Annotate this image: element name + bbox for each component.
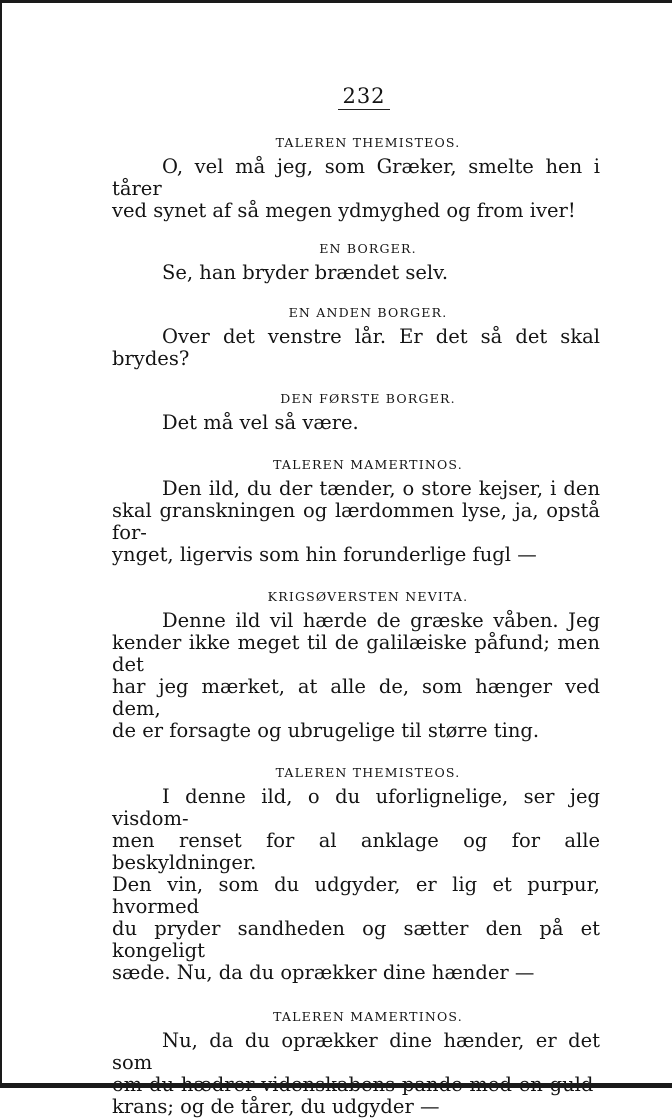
speech-text <box>112 1030 600 1118</box>
speech-line: Se, han bryder brændet selv. <box>162 261 449 284</box>
speech-line: Den ild, du der tænder, o store kejser, i den <box>162 477 600 500</box>
speech-line: Det må vel så være. <box>162 411 359 434</box>
bottom-border <box>0 1083 672 1088</box>
speech-text <box>112 610 600 742</box>
speech-text <box>112 786 600 984</box>
page-number <box>128 84 600 110</box>
speaker-name: EN BORGER. <box>319 241 417 256</box>
speech-line: O, vel må jeg, som Græker, smelte hen i tårer <box>112 155 600 200</box>
speaker-name: TALEREN MAMERTINOS. <box>273 1009 463 1024</box>
speech-line: Den vin, som du udgyder, er lig et purpur, hvormed <box>112 873 600 918</box>
top-border <box>0 0 672 3</box>
speech-text <box>112 156 600 222</box>
left-border <box>0 0 2 1088</box>
speech-line: kender ikke meget til de galilæiske påfund; men det <box>112 631 600 676</box>
speaker-name: DEN FØRSTE BORGER. <box>280 391 456 406</box>
speech-line: de er forsagte og ubrugelige til større ting. <box>112 719 540 742</box>
page-number-text: 232 <box>338 84 389 110</box>
speech-line: sæde. Nu, da du oprækker dine hænder — <box>112 961 535 984</box>
dialogue <box>112 136 600 1118</box>
speech-line: har jeg mærket, at alle de, som hænger ved dem, <box>112 675 600 720</box>
speaker-name: TALEREN MAMERTINOS. <box>273 457 463 472</box>
speech-line: ved synet af så megen ydmyghed og from iver! <box>112 199 576 222</box>
speech-line: krans; og de tårer, du udgyder — <box>112 1095 440 1118</box>
speech-text <box>112 262 600 284</box>
speech-text <box>112 478 600 566</box>
book-page <box>112 84 600 1118</box>
speech-text <box>112 412 600 434</box>
speech-line: Nu, da du oprækker dine hænder, er det som <box>112 1029 600 1074</box>
speech-line: I denne ild, o du uforlignelige, ser jeg visdom- <box>112 785 600 830</box>
speech-text <box>112 326 600 370</box>
speech-line: du pryder sandheden og sætter den på et kongeligt <box>112 917 600 962</box>
speech-line: Denne ild vil hærde de græske våben. Jeg <box>162 609 600 632</box>
speaker-name: TALEREN THEMISTEOS. <box>275 765 461 780</box>
speaker-name: EN ANDEN BORGER. <box>288 305 448 320</box>
speech-line: men renset for al anklage og for alle beskyldninger. <box>112 829 600 874</box>
speech-line: ynget, ligervis som hin forunderlige fugl — <box>112 543 537 566</box>
speech-line: Over det venstre lår. Er det så det skal brydes? <box>112 325 600 370</box>
speaker-name: TALEREN THEMISTEOS. <box>275 135 461 150</box>
speaker-name: KRIGSØVERSTEN NEVITA. <box>267 589 469 604</box>
speech-line: skal granskningen og lærdommen lyse, ja, opstå for- <box>112 499 600 544</box>
